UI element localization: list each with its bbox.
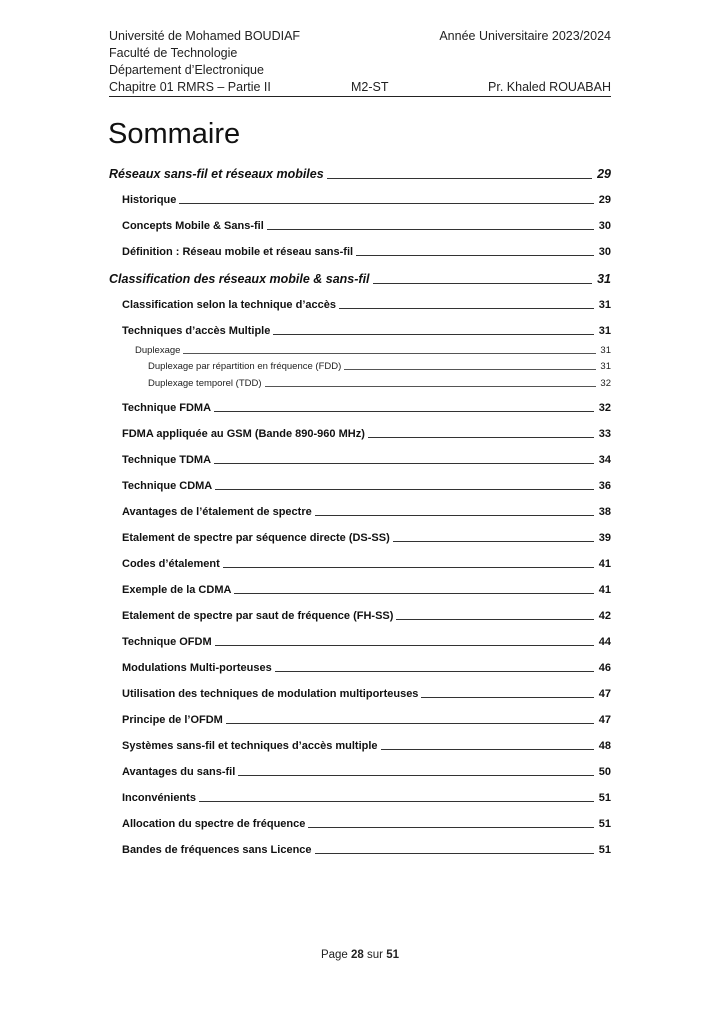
footer-separator: sur bbox=[367, 949, 384, 961]
toc-entry-label: Technique FDMA bbox=[122, 402, 212, 414]
toc-leader-line bbox=[393, 541, 594, 542]
toc-entry[interactable] bbox=[122, 713, 611, 727]
toc-entry[interactable] bbox=[135, 344, 611, 357]
toc-entry-page-number: 41 bbox=[598, 558, 611, 570]
toc-entry-page-number: 31 bbox=[600, 345, 611, 356]
toc-entry-page-number: 30 bbox=[598, 246, 611, 258]
current-page-number: 28 bbox=[351, 949, 364, 961]
toc-entry-label: Technique OFDM bbox=[122, 636, 212, 648]
toc-leader-line bbox=[238, 775, 594, 776]
toc-entry[interactable] bbox=[122, 817, 611, 831]
toc-entry-label: Duplexage temporel (TDD) bbox=[148, 378, 262, 389]
level-label: M2-ST bbox=[351, 80, 389, 94]
toc-entry[interactable] bbox=[109, 271, 611, 287]
toc-entry[interactable] bbox=[122, 453, 611, 467]
toc-entry-page-number: 38 bbox=[598, 506, 611, 518]
department-name: Département d’Electronique bbox=[109, 63, 264, 77]
toc-leader-line bbox=[368, 437, 594, 438]
toc-entry-page-number: 31 bbox=[598, 299, 611, 311]
toc-leader-line bbox=[214, 411, 594, 412]
toc-leader-line bbox=[215, 645, 594, 646]
toc-entry[interactable] bbox=[122, 531, 611, 545]
toc-entry[interactable] bbox=[122, 583, 611, 597]
toc-entry[interactable] bbox=[122, 687, 611, 701]
toc-leader-line bbox=[223, 567, 594, 568]
toc-leader-line bbox=[226, 723, 594, 724]
total-page-count: 51 bbox=[386, 949, 400, 961]
page-header bbox=[109, 28, 611, 97]
toc-entry[interactable] bbox=[122, 661, 611, 675]
toc-leader-line bbox=[215, 489, 594, 490]
toc-entry-label: Concepts Mobile & Sans-fil bbox=[122, 220, 264, 232]
toc-entry-page-number: 32 bbox=[598, 402, 611, 414]
toc-entry-page-number: 44 bbox=[598, 636, 611, 648]
toc-leader-line bbox=[327, 178, 592, 179]
toc-entry-label: Codes d’étalement bbox=[122, 558, 220, 570]
toc-leader-line bbox=[315, 853, 594, 854]
toc-entry-page-number: 31 bbox=[598, 325, 611, 337]
footer-prefix: Page bbox=[320, 949, 348, 961]
toc-entry-label: Systèmes sans-fil et techniques d’accès multiple bbox=[122, 740, 378, 752]
toc-leader-line bbox=[339, 308, 594, 309]
toc-entry-label: Avantages du sans-fil bbox=[122, 766, 236, 778]
toc-entry-page-number: 41 bbox=[598, 584, 611, 596]
toc-entry-label: FDMA appliquée au GSM (Bande 890-960 MHz) bbox=[122, 428, 365, 440]
toc-entry-label: Principe de l’OFDM bbox=[122, 714, 223, 726]
toc-leader-line bbox=[275, 671, 594, 672]
toc-entry-page-number: 34 bbox=[598, 454, 611, 466]
toc-entry-label: Avantages de l’étalement de spectre bbox=[122, 506, 312, 518]
toc-entry-label: Etalement de spectre par saut de fréquence (FH-SS) bbox=[122, 610, 394, 622]
toc-leader-line bbox=[315, 515, 594, 516]
toc-leader-line bbox=[234, 593, 594, 594]
toc-entry-page-number: 51 bbox=[598, 818, 611, 830]
chapter-label: Chapitre 01 RMRS – Partie II bbox=[109, 80, 271, 94]
toc-entry-label: Modulations Multi-porteuses bbox=[122, 662, 272, 674]
toc-entry-label: Classification selon la technique d’accès bbox=[122, 299, 336, 311]
toc-entry-page-number: 51 bbox=[598, 844, 611, 856]
toc-entry-label: Allocation du spectre de fréquence bbox=[122, 818, 306, 830]
toc-leader-line bbox=[265, 386, 596, 387]
header-row-1 bbox=[109, 28, 611, 45]
university-name: Université de Mohamed BOUDIAF bbox=[109, 29, 301, 43]
toc-entry-page-number: 36 bbox=[598, 480, 611, 492]
toc-entry[interactable] bbox=[122, 219, 611, 233]
toc-entry-page-number: 47 bbox=[598, 714, 611, 726]
toc-entry-label: Réseaux sans-fil et réseaux mobiles bbox=[109, 167, 324, 181]
author-name: Pr. Khaled ROUABAH bbox=[488, 80, 611, 94]
toc-entry[interactable] bbox=[122, 479, 611, 493]
toc-entry-label: Utilisation des techniques de modulation multiporteuses bbox=[122, 688, 419, 700]
toc-entry-page-number: 32 bbox=[600, 378, 611, 389]
toc-entry-label: Inconvénients bbox=[122, 792, 196, 804]
toc-entry-label: Bandes de fréquences sans Licence bbox=[122, 844, 312, 856]
toc-entry[interactable] bbox=[122, 843, 611, 857]
page-footer bbox=[0, 949, 720, 961]
toc-leader-line bbox=[214, 463, 594, 464]
toc-entry[interactable] bbox=[122, 765, 611, 779]
toc-entry-page-number: 46 bbox=[598, 662, 611, 674]
toc-entry[interactable] bbox=[122, 245, 611, 259]
toc-entry-page-number: 39 bbox=[598, 532, 611, 544]
toc-entry[interactable] bbox=[122, 193, 611, 207]
toc-leader-line bbox=[179, 203, 594, 204]
toc-entry-label: Etalement de spectre par séquence directe (DS-SS) bbox=[122, 532, 390, 544]
toc-leader-line bbox=[421, 697, 594, 698]
page-title: Sommaire bbox=[108, 118, 241, 150]
toc-entry[interactable] bbox=[122, 739, 611, 753]
toc-entry[interactable] bbox=[148, 377, 611, 390]
toc-leader-line bbox=[344, 369, 596, 370]
toc-entry-page-number: 51 bbox=[598, 792, 611, 804]
toc-entry-label: Duplexage par répartition en fréquence (FDD) bbox=[148, 361, 342, 372]
toc-leader-line bbox=[273, 334, 594, 335]
toc-entry-label: Techniques d’accès Multiple bbox=[122, 325, 271, 337]
toc-entry[interactable] bbox=[122, 298, 611, 312]
toc-entry-page-number: 31 bbox=[597, 272, 611, 286]
toc-leader-line bbox=[308, 827, 594, 828]
toc-entry-label: Historique bbox=[122, 194, 177, 206]
toc-entry[interactable] bbox=[122, 427, 611, 441]
toc-leader-line bbox=[267, 229, 594, 230]
toc-leader-line bbox=[396, 619, 594, 620]
toc-entry-label: Technique TDMA bbox=[122, 454, 212, 466]
toc-entry-page-number: 33 bbox=[598, 428, 611, 440]
toc-entry[interactable] bbox=[122, 791, 611, 805]
toc-entry[interactable] bbox=[109, 166, 611, 182]
toc-entry-page-number: 29 bbox=[598, 194, 611, 206]
toc-leader-line bbox=[183, 353, 596, 354]
toc-leader-line bbox=[356, 255, 594, 256]
toc-entry-label: Technique CDMA bbox=[122, 480, 213, 492]
toc-entry[interactable] bbox=[122, 557, 611, 571]
toc-entry-page-number: 47 bbox=[598, 688, 611, 700]
toc-entry-page-number: 30 bbox=[598, 220, 611, 232]
toc-entry-page-number: 31 bbox=[600, 361, 611, 372]
toc-entry-label: Exemple de la CDMA bbox=[122, 584, 232, 596]
toc-entry-page-number: 29 bbox=[597, 167, 611, 181]
toc-entry-label: Classification des réseaux mobile & sans-fil bbox=[109, 272, 370, 286]
toc-entry-page-number: 48 bbox=[598, 740, 611, 752]
toc-entry[interactable] bbox=[122, 324, 611, 338]
toc-entry[interactable] bbox=[122, 401, 611, 415]
toc-entry-label: Duplexage bbox=[135, 345, 181, 356]
toc-leader-line bbox=[381, 749, 594, 750]
toc-entry-label: Définition : Réseau mobile et réseau sans-fil bbox=[122, 246, 354, 258]
toc-entry-page-number: 50 bbox=[598, 766, 611, 778]
toc-leader-line bbox=[373, 283, 592, 284]
toc-entry[interactable] bbox=[148, 360, 611, 373]
faculty-name: Faculté de Technologie bbox=[109, 46, 238, 60]
toc-leader-line bbox=[199, 801, 594, 802]
academic-year: Année Universitaire 2023/2024 bbox=[439, 29, 611, 43]
toc-entry[interactable] bbox=[122, 609, 611, 623]
toc-entry[interactable] bbox=[122, 635, 611, 649]
toc-entry[interactable] bbox=[122, 505, 611, 519]
header-row-4 bbox=[109, 79, 611, 97]
toc-entry-page-number: 42 bbox=[598, 610, 611, 622]
